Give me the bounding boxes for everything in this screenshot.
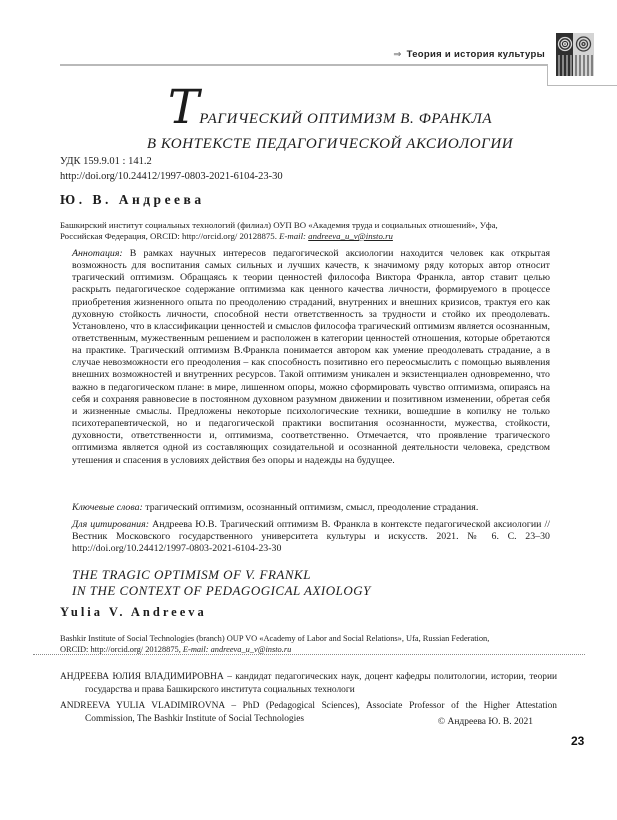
abstract-label: Аннотация: <box>72 247 130 259</box>
email-label: E-mail: <box>182 645 211 655</box>
email-link[interactable]: andreeva_u_v@insto.ru <box>308 230 393 241</box>
abstract <box>72 248 550 467</box>
author-bio-ru: АНДРЕЕВА ЮЛИЯ ВЛАДИМИРОВНА – кандидат педагогических наук, доцент кафедры политологии, истории, теории государства и права Башкирского института социальных технологи <box>60 672 557 695</box>
keywords-label: Ключевые слова: <box>72 501 146 513</box>
column-capital-icon <box>556 33 594 76</box>
article-title-en <box>72 567 371 598</box>
keywords <box>72 502 550 514</box>
section-title: Теория и история культуры <box>406 49 545 60</box>
doi-link[interactable]: http://doi.org/10.24412/1997-0803-2021-6104-23-30 <box>60 171 283 182</box>
title-en-line1: THE TRAGIC OPTIMISM OF V. FRANKL <box>72 567 311 582</box>
double-arrow-icon: ⇒ <box>393 49 402 60</box>
keywords-text: трагический оптимизм, осознанный оптимизм, смысл, преодоление страдания. <box>145 501 479 513</box>
page-number: 23 <box>571 734 585 748</box>
header-rule <box>60 64 548 66</box>
title-en-line2: IN THE CONTEXT OF PEDAGOGICAL AXIOLOGY <box>72 582 371 598</box>
citation-label: Для цитирования: <box>72 518 153 530</box>
abstract-text: В рамках научных интересов педагогической аксиологии находится человек как открытая возможность для воспитания самых сильных и лучших качеств, к значимому ряду которых автор относит трагический оптимизм. Обращаясь к теории ценностей философа Виктора Франкла, автор ставит целью раскрыть педагогическое содержание оптимизма как ценного качества личности, формируемого в процессе приобретения жизненного опыта по преодолению страданий, внутренних и внешних кризисов, трактуя его как духовную стойкость личности, способной нести ответственность за трудности и стойко их преодолевать. Установлено, что в классификации ценностей и смыслов философа трагический оптимизм является осознанным, ответственным, мужественным решением и расположен в категории ценностей отношения, которые обретаются на практике. Трагический оптимизм В.Франкла понимается автором как умение преодолевать страдание, а в случае невозможности его преодоления – как способность позитивно его переосмыслить с помощью выявления внешних возможностей и внутренних ресурсов. Такой оптимизм уникален и экзистенциален одновременно, что важно в педагогическом плане: в мире, лишенном опоры, можно сформировать чувство оптимизма, опираясь на себя и сохраняя равновесие в постоянном духовном разумном движении и позитивном изменении, обретая себя и жизненные смыслы. Предложены некоторые психологические техники, вошедшие в копилку не только психотерапевтической, но и педагогической практики воспитания осознанности, мужества, стойкости, духовности, ответственности и, оптимизма, соответственно. Отмечается, что проявление трагического оптимизма является одной из составляющих созидательной и осознанной деятельности человека, средством утешения и спасения в условиях действия без опоры и надежды на будущее. <box>72 247 551 466</box>
citation-text: Андреева Ю.В. Трагический оптимизм В. Франкла в контексте педагогической аксиологии // Вестник Московского государственного университета культуры и искусств. 2021. № 6. С. 23–30 http://doi.org/10.24412/1997-0803-2021-6104-23-30 <box>72 518 550 555</box>
article-title <box>70 80 590 153</box>
copyright-notice: © Андреева Ю. В. 2021 <box>437 717 533 727</box>
author-bio-en: ANDREEVA YULIA VLADIMIROVNA – PhD (Pedagogical Sciences), Associate Professor of the Higher Attestation Commission, The Bashkir Institute of Social Technologies <box>60 701 557 724</box>
email-link[interactable]: andreeva_u_v@insto.ru <box>210 645 292 655</box>
author-name-ru: Ю. В. Андреева <box>60 192 205 207</box>
dotted-separator <box>33 654 585 655</box>
affiliation-en <box>60 633 500 655</box>
header-frame-line <box>547 64 548 85</box>
author-name-en: Yulia V. Andreeva <box>60 605 207 619</box>
affiliation-ru-text: Башкирский институт социальных технологий (филиал) ОУП ВО «Академия труда и социальных отношений», Уфа, Российская Федерация, ORCID: http://orcid.org/ 20128875. <box>60 219 498 241</box>
title-line1: РАГИЧЕСКИЙ ОПТИМИЗМ В. ФРАНКЛА <box>199 111 493 127</box>
email-label: E-mail: <box>279 230 309 241</box>
article-meta <box>60 154 283 184</box>
udk-code: УДК 159.9.01 : 141.2 <box>60 156 152 167</box>
affiliation-en-text: Bashkir Institute of Social Technologies (branch) OUP VO «Academy of Labor and Social Relations», Ufa, Russian Federation, ORCID: http://orcid.org/ 20128875, <box>60 634 490 655</box>
affiliation-ru <box>60 220 530 242</box>
title-dropcap: Т <box>167 80 200 135</box>
section-header <box>393 49 545 60</box>
title-line2: В КОНТЕКСТЕ ПЕДАГОГИЧЕСКОЙ АКСИОЛОГИИ <box>146 136 514 152</box>
citation <box>72 519 550 555</box>
